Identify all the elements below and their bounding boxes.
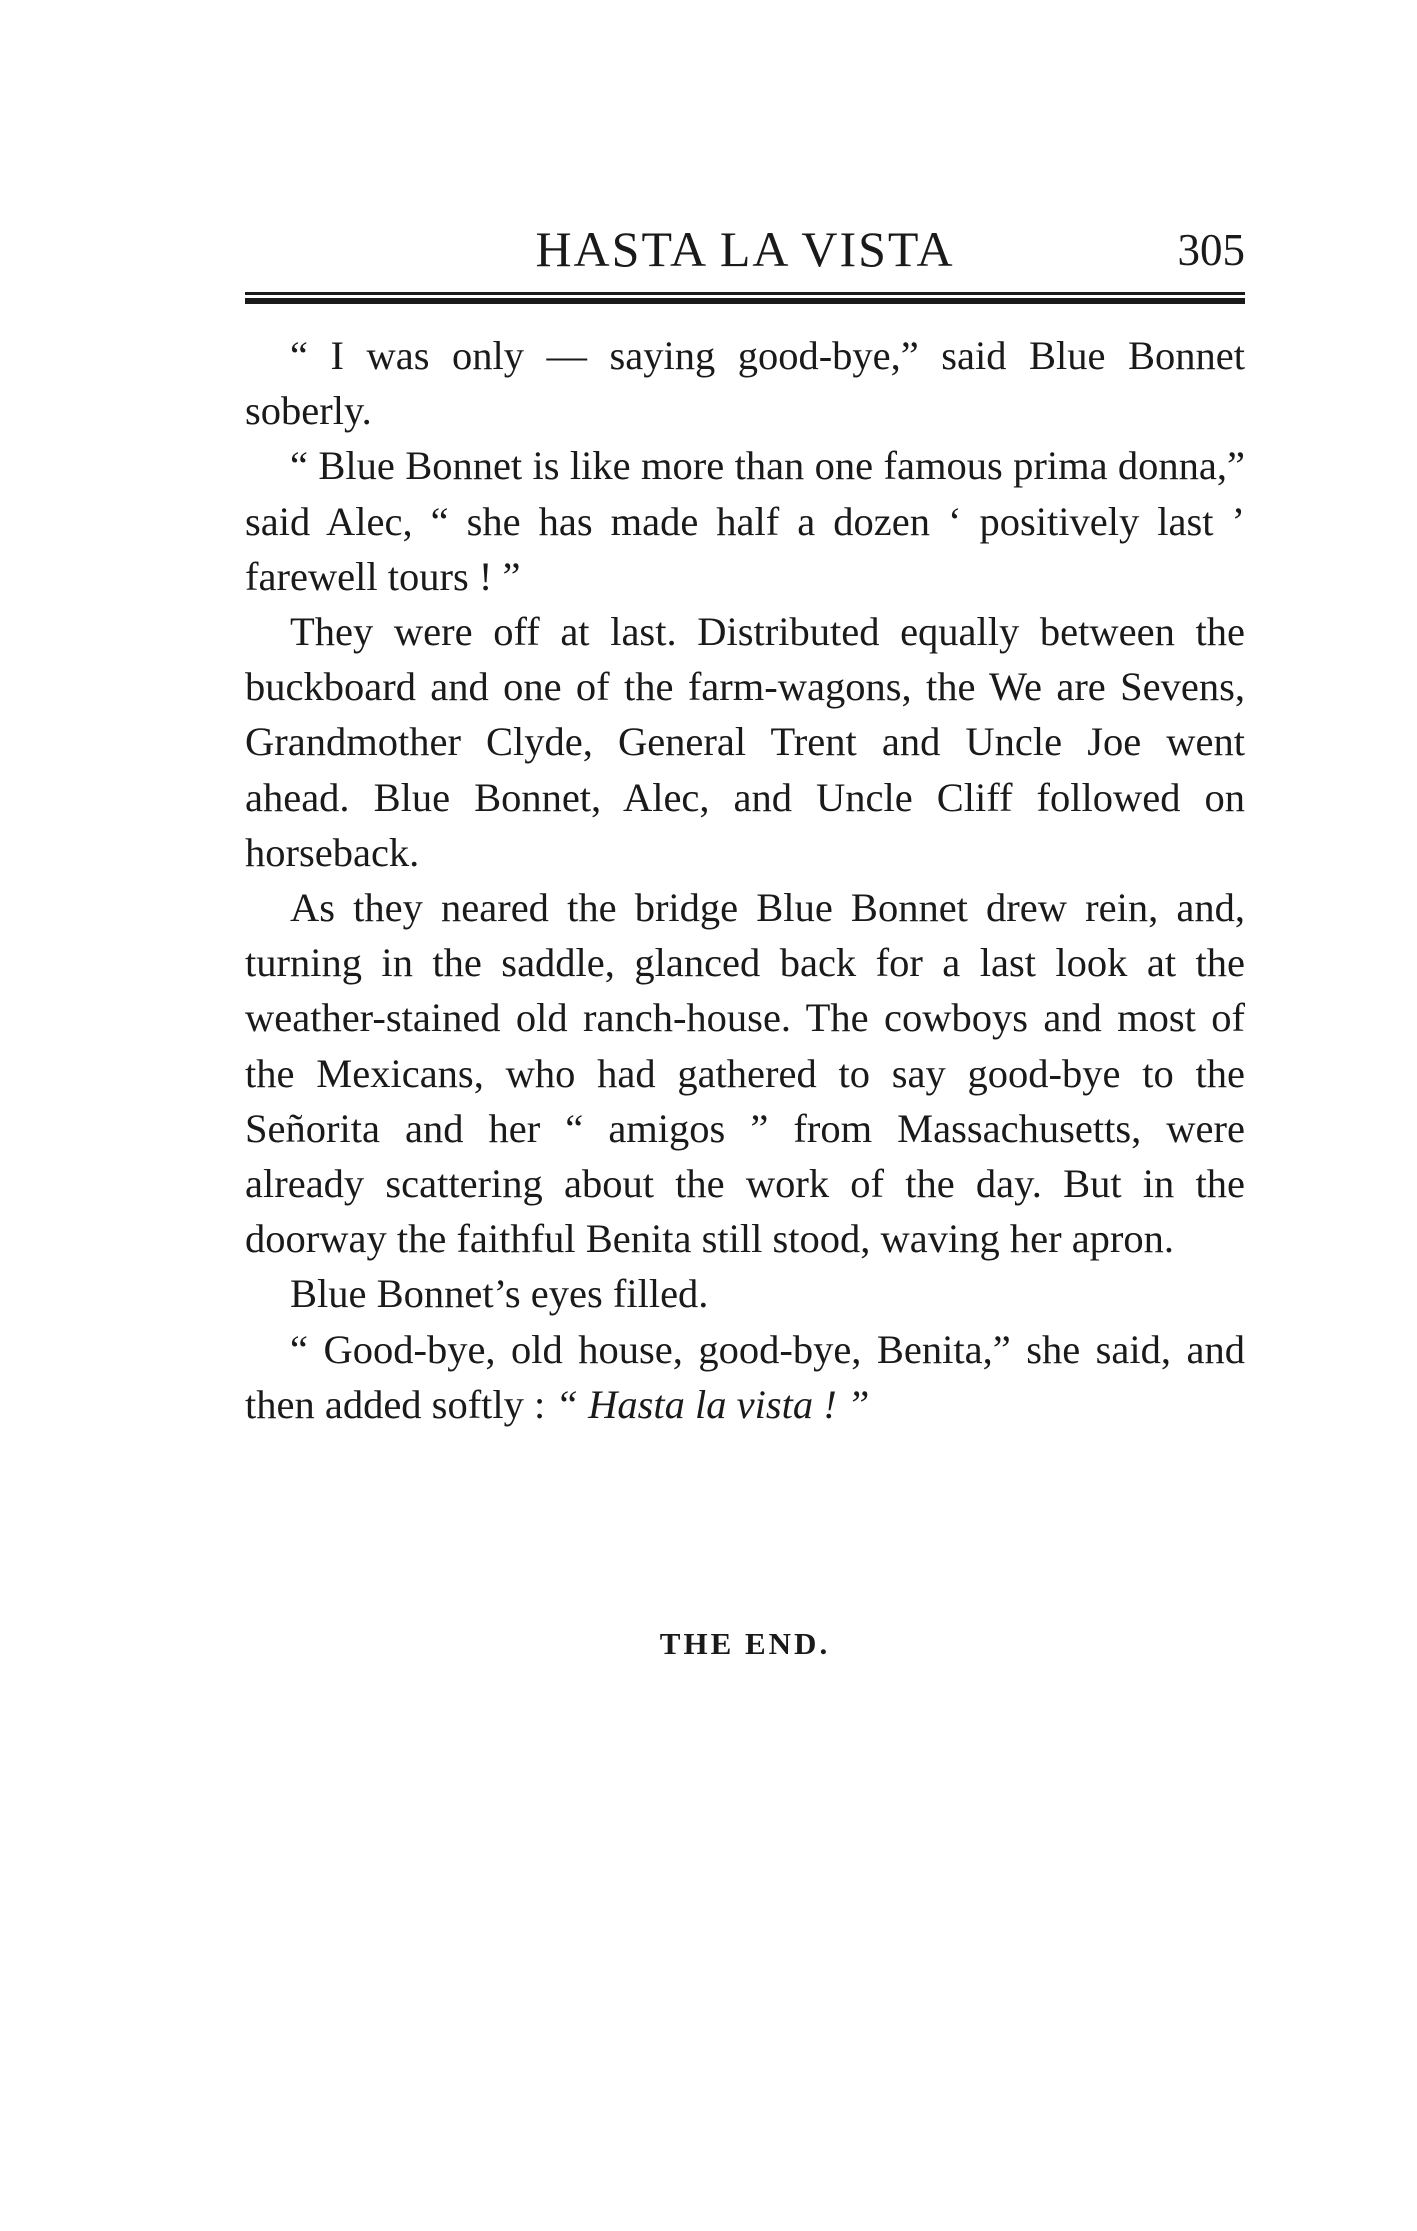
book-page (245, 200, 1245, 1661)
running-title: HASTA LA VISTA (535, 221, 955, 277)
end-mark: THE END. (659, 1626, 831, 1661)
paragraph: Blue Bonnet’s eyes filled. (290, 1271, 709, 1317)
page-number: 305 (1177, 225, 1245, 275)
italic-quote: “ Hasta la vista ! ” (555, 1381, 870, 1427)
header-rule (245, 292, 1245, 304)
paragraph: “ Blue Bonnet is like more than one famous prima donna,” said Alec, “ she has made half a dozen ‘ positively last ’ farewell tours ! ” (245, 443, 1245, 599)
paragraph: They were off at last. Distributed equally between the buckboard and one of the farm-wagons, the We are Sevens, Grandmother Clyde, General Trent and Uncle Joe went ahead. Blue Bonnet, Alec, and Uncle Cliff followed on horseback. (245, 609, 1245, 875)
paragraph-final (245, 1322, 1245, 1432)
paragraph: “ I was only — saying good-bye,” said Blue Bonnet soberly. (245, 333, 1245, 434)
running-head (245, 200, 1245, 290)
final-paragraph-text: “ Good-bye, old house, good-bye, Benita,” she said, and then added softly : (245, 1326, 1245, 1427)
paragraph: As they neared the bridge Blue Bonnet drew rein, and, turning in the saddle, glanced back for a last look at the weather-stained old ranch-house. The cowboys and most of the Mexicans, who had gathered to say good-bye to the Señorita and her “ amigos ” from Massachusetts, were already scattering about the work of the day. But in the doorway the faithful Benita still stood, waving her apron. (245, 885, 1245, 1262)
body-text (245, 328, 1245, 1432)
